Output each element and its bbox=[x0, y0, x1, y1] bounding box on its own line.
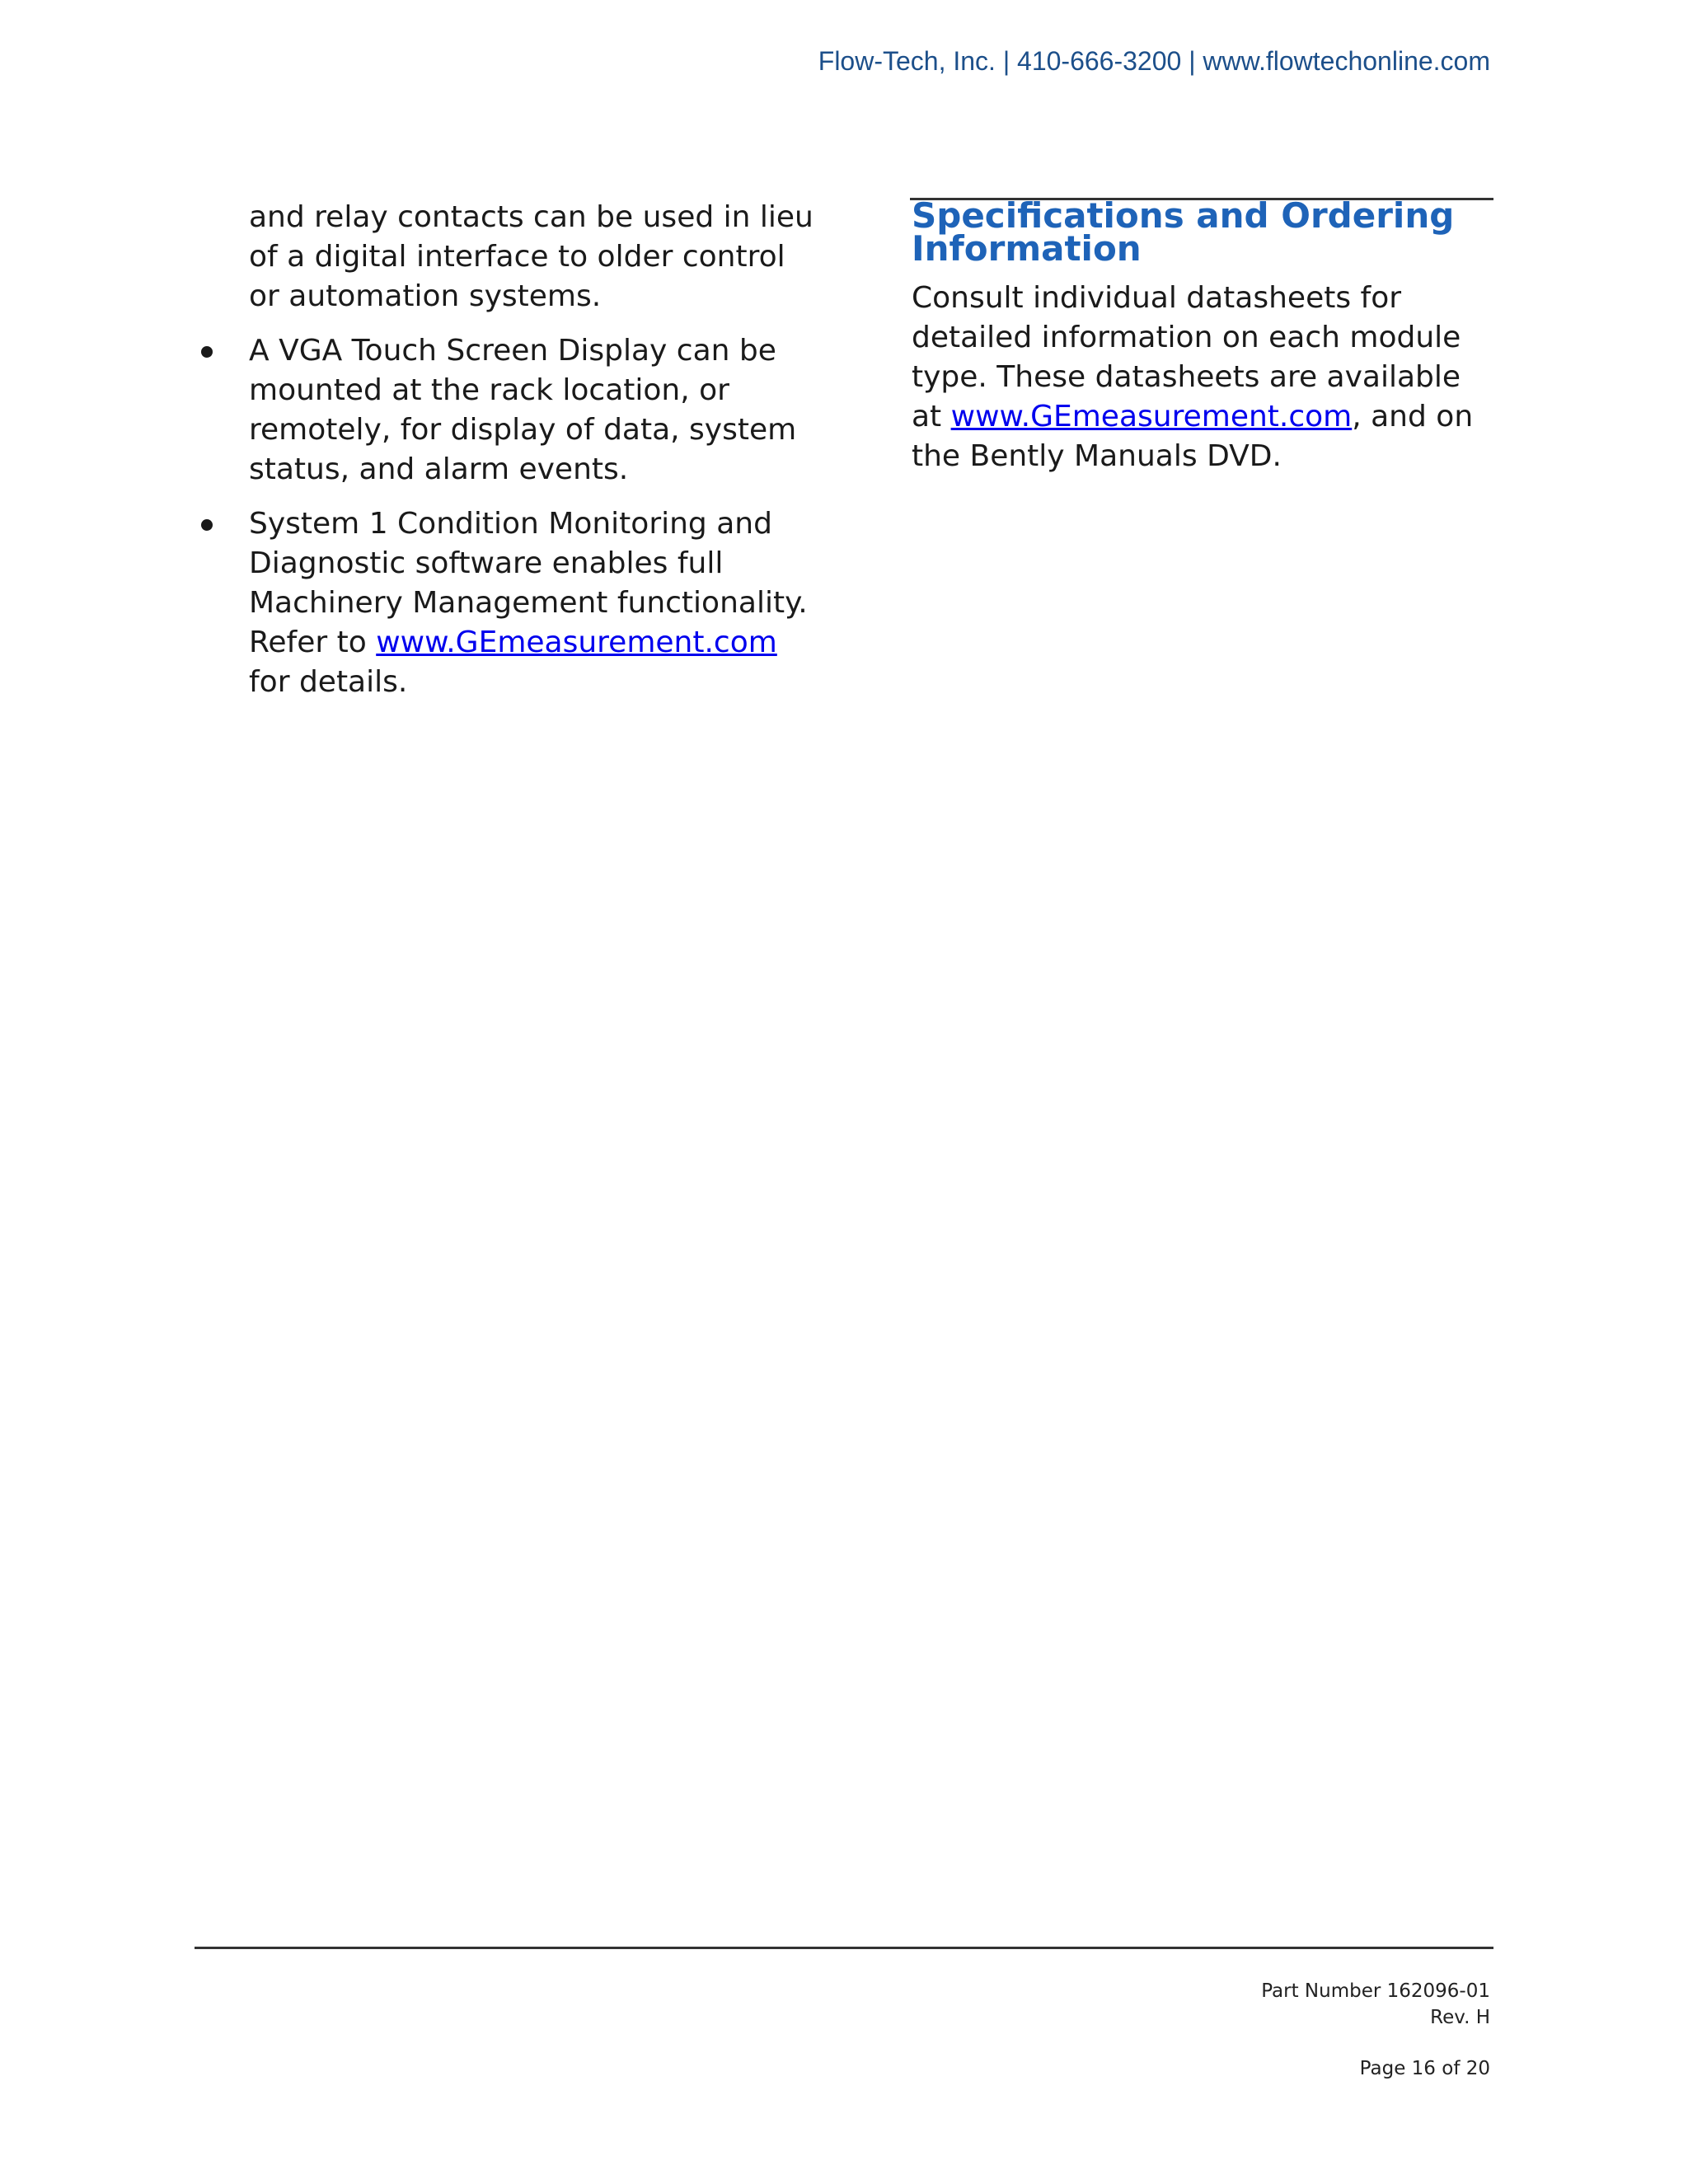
section-body-text-after-link: , and on the Bently Manuals DVD. bbox=[912, 400, 1474, 473]
section-heading: Specifications and Ordering Information bbox=[912, 195, 1455, 269]
continued-paragraph: and relay contacts can be used in lieu of a digital interface to older control or automation systems. bbox=[249, 200, 814, 313]
section-body-text-before-link: Consult individual datasheets for detailed information on each module type. These datasheets are available at bbox=[912, 281, 1461, 434]
right-column bbox=[912, 195, 1493, 476]
part-number: Part Number 162096-01 bbox=[1261, 1980, 1490, 2002]
section-body bbox=[912, 279, 1493, 476]
gemeasurement-link[interactable]: www.GEmeasurement.com bbox=[950, 400, 1353, 434]
footer-divider bbox=[195, 1947, 1493, 1949]
bullet-icon bbox=[201, 346, 213, 358]
bullet-icon bbox=[201, 519, 213, 531]
page-footer bbox=[1261, 1978, 1490, 2082]
gemeasurement-link[interactable]: www.GEmeasurement.com bbox=[376, 626, 777, 659]
revision: Rev. H bbox=[1430, 2007, 1490, 2028]
list-item-system1 bbox=[249, 504, 821, 702]
list-item-text-before-link: System 1 Condition Monitoring and Diagnostic software enables full Machinery Management functionality. Refer to bbox=[249, 507, 808, 659]
left-column bbox=[195, 198, 821, 717]
section-divider bbox=[910, 198, 1493, 200]
header-contact-line: Flow-Tech, Inc. | 410-666-3200 | www.flowtechonline.com bbox=[818, 46, 1490, 76]
list-item-text: A VGA Touch Screen Display can be mounted at the rack location, or remotely, for display of data, system status, and alarm events. bbox=[249, 334, 797, 486]
list-item-text-after-link: for details. bbox=[249, 665, 408, 699]
page-number: Page 16 of 20 bbox=[1359, 2058, 1490, 2079]
list-item-touch-screen bbox=[249, 331, 821, 490]
